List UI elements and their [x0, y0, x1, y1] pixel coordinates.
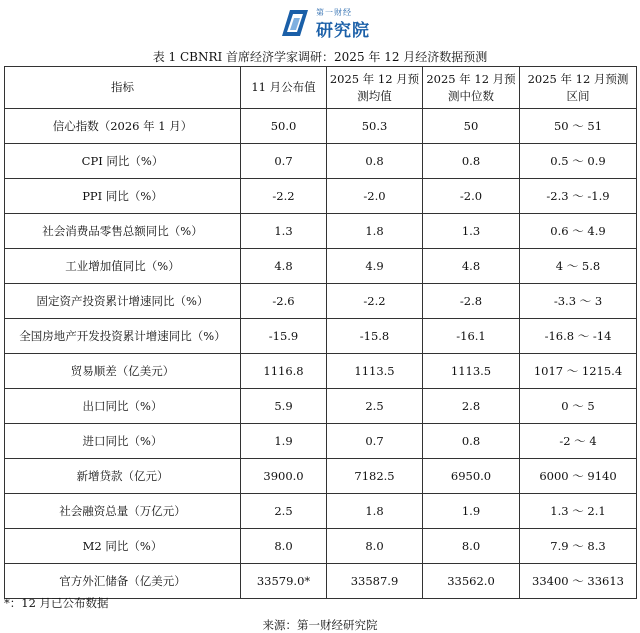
value-cell: -15.8	[327, 319, 423, 354]
value-cell: -2.3 ～ -1.9	[520, 179, 637, 214]
indicator-cell: 出口同比（%）	[5, 389, 241, 424]
value-cell: 0.6 ～ 4.9	[520, 214, 637, 249]
value-cell: -2.0	[423, 179, 520, 214]
value-cell: -2.2	[327, 284, 423, 319]
indicator-cell: 官方外汇储备（亿美元）	[5, 564, 241, 599]
value-cell: 4.8	[241, 249, 327, 284]
value-cell: 6000 ～ 9140	[520, 459, 637, 494]
value-cell: -2.2	[241, 179, 327, 214]
value-cell: 4.9	[327, 249, 423, 284]
value-cell: 2.8	[423, 389, 520, 424]
value-cell: 50	[423, 109, 520, 144]
value-cell: -16.8 ～ -14	[520, 319, 637, 354]
value-cell: 1.9	[241, 424, 327, 459]
value-cell: 1113.5	[327, 354, 423, 389]
value-cell: 50.0	[241, 109, 327, 144]
value-cell: 3900.0	[241, 459, 327, 494]
value-cell: 33579.0*	[241, 564, 327, 599]
value-cell: 50 ～ 51	[520, 109, 637, 144]
indicator-cell: 贸易顺差（亿美元）	[5, 354, 241, 389]
value-cell: 7.9 ～ 8.3	[520, 529, 637, 564]
table-row	[5, 319, 637, 354]
table-row	[5, 529, 637, 564]
forecast-table	[4, 66, 637, 599]
value-cell: 1.9	[423, 494, 520, 529]
value-cell: 1.8	[327, 494, 423, 529]
table-row	[5, 214, 637, 249]
table-row	[5, 284, 637, 319]
value-cell: 0 ～ 5	[520, 389, 637, 424]
table-row	[5, 389, 637, 424]
table-row	[5, 354, 637, 389]
value-cell: 0.7	[241, 144, 327, 179]
value-cell: -2 ～ 4	[520, 424, 637, 459]
value-cell: 33400 ～ 33613	[520, 564, 637, 599]
value-cell: 4 ～ 5.8	[520, 249, 637, 284]
table-row	[5, 109, 637, 144]
indicator-cell: CPI 同比（%）	[5, 144, 241, 179]
value-cell: 4.8	[423, 249, 520, 284]
value-cell: 7182.5	[327, 459, 423, 494]
table-caption: 表 1 CBNRI 首席经济学家调研：2025 年 12 月经济数据预测	[152, 50, 488, 64]
value-cell: 5.9	[241, 389, 327, 424]
table-row	[5, 424, 637, 459]
value-cell: 0.8	[423, 144, 520, 179]
table-header-row	[5, 67, 637, 109]
indicator-cell: 全国房地产开发投资累计增速同比（%）	[5, 319, 241, 354]
value-cell: 1116.8	[241, 354, 327, 389]
value-cell: 1.3 ～ 2.1	[520, 494, 637, 529]
logo-big-text: 研究院	[316, 21, 370, 41]
value-cell: 2.5	[241, 494, 327, 529]
table-row	[5, 249, 637, 284]
value-cell: 1.8	[327, 214, 423, 249]
value-cell: 1017 ～ 1215.4	[520, 354, 637, 389]
indicator-cell: 社会消费品零售总额同比（%）	[5, 214, 241, 249]
indicator-cell: M2 同比（%）	[5, 529, 241, 564]
value-cell: 1.3	[423, 214, 520, 249]
header-cell: 11 月公布值	[241, 67, 327, 109]
value-cell: 0.8	[423, 424, 520, 459]
header-cell: 指标	[5, 67, 241, 109]
value-cell: -2.8	[423, 284, 520, 319]
indicator-cell: 信心指数（2026 年 1 月）	[5, 109, 241, 144]
logo-icon	[278, 6, 312, 40]
value-cell: -2.6	[241, 284, 327, 319]
value-cell: 33587.9	[327, 564, 423, 599]
header-cell: 2025 年 12 月预测均值	[327, 67, 423, 109]
value-cell: 8.0	[423, 529, 520, 564]
logo	[278, 4, 370, 42]
value-cell: 0.5 ～ 0.9	[520, 144, 637, 179]
value-cell: 0.8	[327, 144, 423, 179]
footnote: *：12 月已公布数据	[4, 596, 109, 610]
header-cell: 2025 年 12 月预测中位数	[423, 67, 520, 109]
value-cell: -16.1	[423, 319, 520, 354]
value-cell: 8.0	[241, 529, 327, 564]
table-row	[5, 144, 637, 179]
table-row	[5, 494, 637, 529]
logo-small-text: 第一财经	[316, 8, 352, 17]
value-cell: 6950.0	[423, 459, 520, 494]
indicator-cell: PPI 同比（%）	[5, 179, 241, 214]
value-cell: -3.3 ～ 3	[520, 284, 637, 319]
table-row	[5, 564, 637, 599]
indicator-cell: 社会融资总量（万亿元）	[5, 494, 241, 529]
table-row	[5, 459, 637, 494]
indicator-cell: 工业增加值同比（%）	[5, 249, 241, 284]
value-cell: -15.9	[241, 319, 327, 354]
value-cell: 0.7	[327, 424, 423, 459]
indicator-cell: 固定资产投资累计增速同比（%）	[5, 284, 241, 319]
value-cell: 50.3	[327, 109, 423, 144]
header-cell: 2025 年 12 月预测区间	[520, 67, 637, 109]
value-cell: 2.5	[327, 389, 423, 424]
value-cell: 1113.5	[423, 354, 520, 389]
value-cell: -2.0	[327, 179, 423, 214]
source-note: 来源：第一财经研究院	[262, 618, 378, 632]
indicator-cell: 进口同比（%）	[5, 424, 241, 459]
table-row	[5, 179, 637, 214]
indicator-cell: 新增贷款（亿元）	[5, 459, 241, 494]
value-cell: 33562.0	[423, 564, 520, 599]
value-cell: 1.3	[241, 214, 327, 249]
value-cell: 8.0	[327, 529, 423, 564]
